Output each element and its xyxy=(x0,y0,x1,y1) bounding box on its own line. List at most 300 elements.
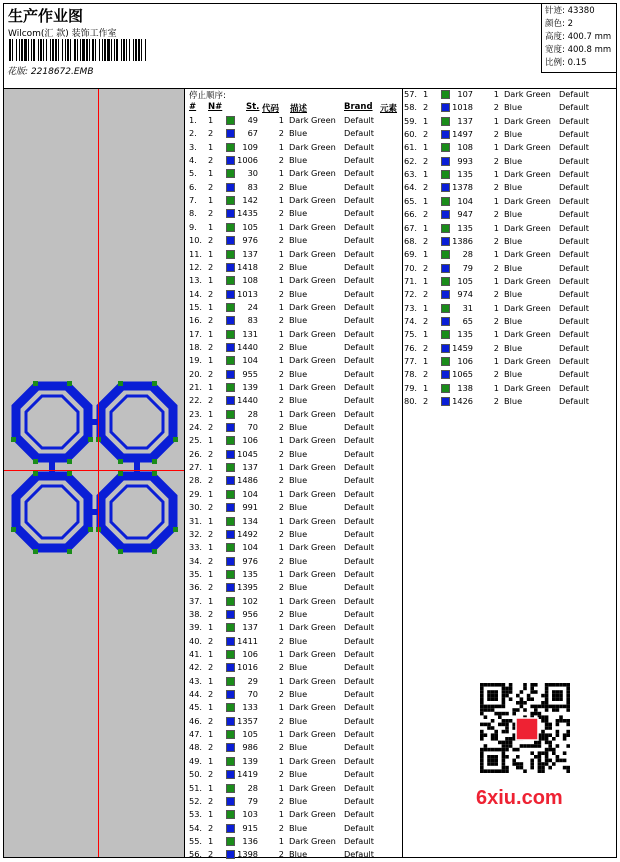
stop-row xyxy=(189,421,399,434)
needle-number: 1 xyxy=(208,195,214,206)
color-swatch xyxy=(226,837,235,846)
thread-description: Blue xyxy=(504,289,523,300)
stop-index: 49. xyxy=(189,755,203,766)
thread-brand: Default xyxy=(344,555,374,566)
thread-brand: Default xyxy=(344,702,374,713)
thread-description: Dark Green xyxy=(289,221,336,232)
pattern-accent xyxy=(67,549,72,554)
needle-number: 1 xyxy=(423,302,429,313)
thread-description: Blue xyxy=(289,608,308,619)
color-swatch xyxy=(441,370,450,379)
thread-description: Dark Green xyxy=(289,408,336,419)
thread-description: Dark Green xyxy=(289,168,336,179)
thread-description: Blue xyxy=(504,396,523,407)
thread-brand: Default xyxy=(559,396,589,407)
color-swatch xyxy=(226,236,235,245)
thread-description: Blue xyxy=(504,129,523,140)
thread-code: 1 xyxy=(278,408,284,419)
stitch-count: 108 xyxy=(242,275,258,286)
thread-brand: Default xyxy=(344,675,374,686)
thread-code: 1 xyxy=(493,382,499,393)
thread-description: Dark Green xyxy=(289,729,336,740)
stitch-count: 976 xyxy=(242,235,258,246)
stop-row xyxy=(404,168,614,181)
thread-code: 1 xyxy=(493,275,499,286)
thread-brand: Default xyxy=(559,89,589,99)
thread-description: Dark Green xyxy=(289,515,336,526)
thread-code: 2 xyxy=(278,208,284,219)
thread-brand: Default xyxy=(344,168,374,179)
stitch-count: 1018 xyxy=(452,102,473,113)
thread-code: 2 xyxy=(278,528,284,539)
stop-index: 37. xyxy=(189,595,203,606)
color-swatch xyxy=(226,276,235,285)
thread-code: 2 xyxy=(493,315,499,326)
stop-row xyxy=(404,101,614,114)
stop-index: 8. xyxy=(189,208,197,219)
stop-row xyxy=(404,208,614,221)
stop-index: 12. xyxy=(189,261,203,272)
design-value: 2218672.EMB xyxy=(30,67,94,77)
thread-brand: Default xyxy=(344,662,374,673)
stitch-count: 1486 xyxy=(237,475,258,486)
stitch-count: 986 xyxy=(242,742,258,753)
color-swatch xyxy=(226,263,235,272)
needle-number: 1 xyxy=(208,755,214,766)
column-divider xyxy=(184,89,185,857)
stitch-count: 135 xyxy=(457,169,473,180)
thread-code: 2 xyxy=(278,181,284,192)
design-width: 宽度: 400.8 mm xyxy=(545,45,612,55)
stop-row xyxy=(189,648,399,661)
stitch-count: 49 xyxy=(247,115,258,125)
thread-brand: Default xyxy=(559,182,589,193)
thread-brand: Default xyxy=(344,208,374,219)
color-swatch xyxy=(441,90,450,99)
thread-brand: Default xyxy=(344,382,374,392)
barcode xyxy=(9,39,149,61)
thread-code: 1 xyxy=(278,141,284,152)
page-title: 生产作业图 xyxy=(8,7,84,25)
stop-row xyxy=(189,541,399,554)
thread-description: Blue xyxy=(289,235,308,246)
thread-description: Blue xyxy=(289,208,308,219)
stitch-count: 1418 xyxy=(237,261,258,272)
stop-index: 23. xyxy=(189,408,203,419)
stop-row xyxy=(189,501,399,514)
needle-number: 2 xyxy=(208,181,214,192)
thread-description: Dark Green xyxy=(289,195,336,206)
thread-code: 2 xyxy=(493,396,499,407)
stop-index: 33. xyxy=(189,542,203,553)
thread-brand: Default xyxy=(344,408,374,419)
stitch-count: 83 xyxy=(247,315,258,326)
pattern-accent xyxy=(173,437,178,442)
needle-number: 2 xyxy=(208,448,214,459)
stitch-count: 139 xyxy=(242,382,258,392)
thread-code: 1 xyxy=(493,142,499,153)
thread-brand: Default xyxy=(559,195,589,206)
stitch-count: 1013 xyxy=(237,288,258,299)
thread-description: Blue xyxy=(289,715,308,726)
thread-brand: Default xyxy=(344,341,374,352)
stop-row xyxy=(404,368,614,381)
design-file xyxy=(7,64,94,77)
stitch-count: 106 xyxy=(242,435,258,446)
stitch-count: 135 xyxy=(242,568,258,579)
needle-number: 2 xyxy=(208,608,214,619)
needle-number: 1 xyxy=(423,382,429,393)
stitch-count: 29 xyxy=(247,675,258,686)
needle-number: 1 xyxy=(208,168,214,179)
stop-row xyxy=(189,728,399,741)
color-swatch xyxy=(226,330,235,339)
color-swatch xyxy=(226,677,235,686)
stitch-count: 65 xyxy=(462,315,473,326)
thread-description: Dark Green xyxy=(504,115,551,126)
thread-brand: Default xyxy=(559,262,589,273)
needle-number: 1 xyxy=(208,568,214,579)
thread-description: Dark Green xyxy=(289,435,336,446)
needle-number: 2 xyxy=(208,395,214,406)
stop-row xyxy=(189,474,399,487)
thread-brand: Default xyxy=(344,488,374,499)
color-swatch xyxy=(441,130,450,139)
stop-index: 10. xyxy=(189,235,203,246)
stitch-count: 1440 xyxy=(237,395,258,406)
stitch-count: 70 xyxy=(247,422,258,433)
stitch-count: 138 xyxy=(457,382,473,393)
thread-description: Blue xyxy=(289,448,308,459)
stop-index: 66. xyxy=(404,209,418,220)
color-swatch xyxy=(226,156,235,165)
color-swatch xyxy=(226,370,235,379)
needle-number: 2 xyxy=(423,315,429,326)
thread-code: 1 xyxy=(278,115,284,125)
stop-row xyxy=(189,515,399,528)
stop-row xyxy=(189,154,399,167)
thread-code: 1 xyxy=(278,809,284,820)
stop-row xyxy=(189,688,399,701)
thread-description: Dark Green xyxy=(504,275,551,286)
color-swatch xyxy=(226,543,235,552)
color-swatch xyxy=(441,250,450,259)
thread-brand: Default xyxy=(559,209,589,220)
pattern-accent xyxy=(67,459,72,464)
thread-description: Blue xyxy=(289,822,308,833)
stop-index: 14. xyxy=(189,288,203,299)
thread-description: Blue xyxy=(289,795,308,806)
pattern-accent xyxy=(67,471,72,476)
needle-number: 2 xyxy=(208,422,214,433)
needle-number: 2 xyxy=(208,849,214,860)
pattern-accent xyxy=(152,381,157,386)
needle-number: 2 xyxy=(208,475,214,486)
thread-brand: Default xyxy=(344,608,374,619)
color-swatch xyxy=(226,663,235,672)
thread-code: 1 xyxy=(278,301,284,312)
color-swatch xyxy=(441,224,450,233)
thread-brand: Default xyxy=(559,102,589,113)
stitch-count: 106 xyxy=(242,649,258,659)
stop-index: 21. xyxy=(189,382,203,392)
thread-brand: Default xyxy=(559,169,589,180)
color-swatch xyxy=(226,850,235,859)
thread-code: 1 xyxy=(278,462,284,473)
thread-code: 2 xyxy=(493,262,499,273)
embroidery-pattern xyxy=(6,377,182,557)
pattern-accent xyxy=(33,459,38,464)
stop-index: 7. xyxy=(189,195,197,206)
stitch-count: 142 xyxy=(242,195,258,206)
thread-brand: Default xyxy=(344,315,374,326)
stitch-count: 28 xyxy=(462,249,473,260)
stop-row xyxy=(189,595,399,608)
thread-description: Blue xyxy=(504,209,523,220)
needle-number: 2 xyxy=(423,102,429,113)
thread-brand: Default xyxy=(344,849,374,860)
stitch-count: 79 xyxy=(462,262,473,273)
pattern-accent xyxy=(33,381,38,386)
stop-index: 68. xyxy=(404,235,418,246)
stop-row xyxy=(189,368,399,381)
thread-code: 2 xyxy=(278,769,284,780)
stop-index: 2. xyxy=(189,128,197,139)
thread-description: Dark Green xyxy=(289,462,336,473)
thread-description: Blue xyxy=(504,342,523,353)
thread-brand: Default xyxy=(344,622,374,633)
stitch-count: 137 xyxy=(242,622,258,633)
thread-code: 2 xyxy=(278,261,284,272)
stop-row xyxy=(189,194,399,207)
thread-description: Dark Green xyxy=(504,302,551,313)
stop-index: 9. xyxy=(189,221,197,232)
thread-code: 2 xyxy=(278,822,284,833)
needle-number: 1 xyxy=(208,435,214,446)
color-swatch xyxy=(226,396,235,405)
stitch-count: 1440 xyxy=(237,341,258,352)
stitch-count: 105 xyxy=(457,275,473,286)
thread-description: Blue xyxy=(289,662,308,673)
color-swatch xyxy=(441,397,450,406)
stop-row xyxy=(189,341,399,354)
pattern-inner-ring xyxy=(111,396,163,448)
stop-index: 50. xyxy=(189,769,203,780)
thread-code: 2 xyxy=(493,209,499,220)
thread-code: 2 xyxy=(278,582,284,593)
thread-brand: Default xyxy=(559,382,589,393)
thread-description: Dark Green xyxy=(289,301,336,312)
stop-index: 54. xyxy=(189,822,203,833)
color-swatch xyxy=(226,530,235,539)
needle-number: 2 xyxy=(208,235,214,246)
stop-index: 17. xyxy=(189,328,203,339)
stop-index: 1. xyxy=(189,115,197,125)
thread-brand: Default xyxy=(559,222,589,233)
design-scale: 比例: 0.15 xyxy=(545,58,587,68)
color-swatch xyxy=(226,343,235,352)
thread-code: 1 xyxy=(278,782,284,793)
stitch-count: 24 xyxy=(247,301,258,312)
stop-row xyxy=(189,288,399,301)
stitch-count: 139 xyxy=(242,755,258,766)
thread-description: Blue xyxy=(289,582,308,593)
thread-code: 1 xyxy=(493,329,499,340)
stop-index: 42. xyxy=(189,662,203,673)
thread-description: Dark Green xyxy=(289,835,336,846)
thread-description: Blue xyxy=(289,128,308,139)
stop-row xyxy=(189,328,399,341)
stop-index: 65. xyxy=(404,195,418,206)
stop-row xyxy=(189,301,399,314)
design-height: 高度: 400.7 mm xyxy=(545,32,612,42)
stop-row xyxy=(189,608,399,621)
stitch-count: 67 xyxy=(247,128,258,139)
needle-number: 2 xyxy=(423,129,429,140)
stitch-count: 107 xyxy=(457,89,473,99)
color-swatch xyxy=(441,210,450,219)
watermark: 6xiu.com xyxy=(476,787,563,809)
stop-index: 63. xyxy=(404,169,418,180)
needle-number: 2 xyxy=(208,742,214,753)
thread-brand: Default xyxy=(344,422,374,433)
thread-brand: Default xyxy=(559,289,589,300)
stitch-count: 28 xyxy=(247,782,258,793)
thread-description: Blue xyxy=(289,528,308,539)
stop-index: 55. xyxy=(189,835,203,846)
stop-row xyxy=(189,741,399,754)
stitch-count: 137 xyxy=(242,248,258,259)
stitch-count: 1006 xyxy=(237,155,258,166)
stop-index: 19. xyxy=(189,355,203,366)
thread-description: Dark Green xyxy=(504,169,551,180)
stop-row xyxy=(189,675,399,688)
stitch-count: 135 xyxy=(457,222,473,233)
design-preview xyxy=(4,89,184,857)
header-brand: Brand xyxy=(344,102,373,112)
stop-index: 34. xyxy=(189,555,203,566)
stitch-count: 104 xyxy=(242,355,258,366)
stitch-count: 1497 xyxy=(452,129,473,140)
stop-index: 60. xyxy=(404,129,418,140)
thread-code: 2 xyxy=(278,689,284,700)
color-swatch xyxy=(441,117,450,126)
color-swatch xyxy=(441,277,450,286)
thread-brand: Default xyxy=(344,328,374,339)
thread-description: Dark Green xyxy=(504,195,551,206)
needle-number: 2 xyxy=(208,315,214,326)
thread-description: Blue xyxy=(504,235,523,246)
stop-row xyxy=(189,488,399,501)
thread-code: 2 xyxy=(278,448,284,459)
thread-brand: Default xyxy=(344,809,374,820)
thread-brand: Default xyxy=(559,342,589,353)
thread-code: 2 xyxy=(278,742,284,753)
stop-row xyxy=(189,581,399,594)
thread-brand: Default xyxy=(344,248,374,259)
thread-brand: Default xyxy=(559,129,589,140)
stop-row xyxy=(189,434,399,447)
thread-description: Dark Green xyxy=(504,329,551,340)
header-desc: 描述 xyxy=(290,104,308,114)
color-swatch xyxy=(441,317,450,326)
color-swatch xyxy=(226,169,235,178)
thread-brand: Default xyxy=(344,515,374,526)
needle-number: 1 xyxy=(208,782,214,793)
stitch-count: 108 xyxy=(457,142,473,153)
stop-index: 76. xyxy=(404,342,418,353)
needle-number: 1 xyxy=(423,89,429,99)
color-swatch xyxy=(226,784,235,793)
stop-index: 27. xyxy=(189,462,203,473)
color-swatch xyxy=(226,557,235,566)
thread-brand: Default xyxy=(344,582,374,593)
color-swatch xyxy=(226,316,235,325)
color-swatch xyxy=(226,383,235,392)
stitch-count: 134 xyxy=(242,515,258,526)
stop-row xyxy=(189,782,399,795)
thread-brand: Default xyxy=(344,715,374,726)
thread-description: Blue xyxy=(504,315,523,326)
color-swatch xyxy=(226,423,235,432)
stop-row xyxy=(404,355,614,368)
thread-brand: Default xyxy=(344,769,374,780)
pattern-connector xyxy=(88,509,102,515)
thread-brand: Default xyxy=(344,301,374,312)
stop-index: 78. xyxy=(404,369,418,380)
color-swatch xyxy=(226,183,235,192)
pattern-accent xyxy=(173,527,178,532)
stop-row xyxy=(189,621,399,634)
stop-row xyxy=(404,181,614,194)
thread-code: 2 xyxy=(278,475,284,486)
stop-row xyxy=(189,835,399,848)
thread-code: 1 xyxy=(278,275,284,286)
needle-number: 2 xyxy=(208,795,214,806)
stop-row xyxy=(404,342,614,355)
color-swatch xyxy=(441,143,450,152)
thread-description: Blue xyxy=(289,635,308,646)
stitch-count: 104 xyxy=(242,488,258,499)
stitch-count: 1357 xyxy=(237,715,258,726)
thread-code: 2 xyxy=(278,315,284,326)
stop-index: 41. xyxy=(189,649,203,659)
stop-row xyxy=(189,114,399,127)
needle-number: 2 xyxy=(208,769,214,780)
thread-code: 1 xyxy=(278,195,284,206)
thread-brand: Default xyxy=(559,302,589,313)
pattern-accent xyxy=(152,459,157,464)
thread-code: 2 xyxy=(493,155,499,166)
color-count: 颜色: 2 xyxy=(545,19,573,29)
thread-description: Dark Green xyxy=(289,622,336,633)
thread-description: Blue xyxy=(289,849,308,860)
thread-code: 2 xyxy=(278,155,284,166)
color-swatch xyxy=(226,517,235,526)
needle-number: 1 xyxy=(423,329,429,340)
thread-description: Blue xyxy=(289,475,308,486)
thread-brand: Default xyxy=(344,155,374,166)
stitch-count: 102 xyxy=(242,595,258,606)
thread-code: 1 xyxy=(278,675,284,686)
stitch-count: 109 xyxy=(242,141,258,152)
thread-brand: Default xyxy=(344,729,374,740)
stop-index: 44. xyxy=(189,689,203,700)
thread-code: 1 xyxy=(493,222,499,233)
stop-index: 20. xyxy=(189,368,203,379)
needle-number: 1 xyxy=(208,595,214,606)
header-stitches: St. xyxy=(246,102,260,112)
